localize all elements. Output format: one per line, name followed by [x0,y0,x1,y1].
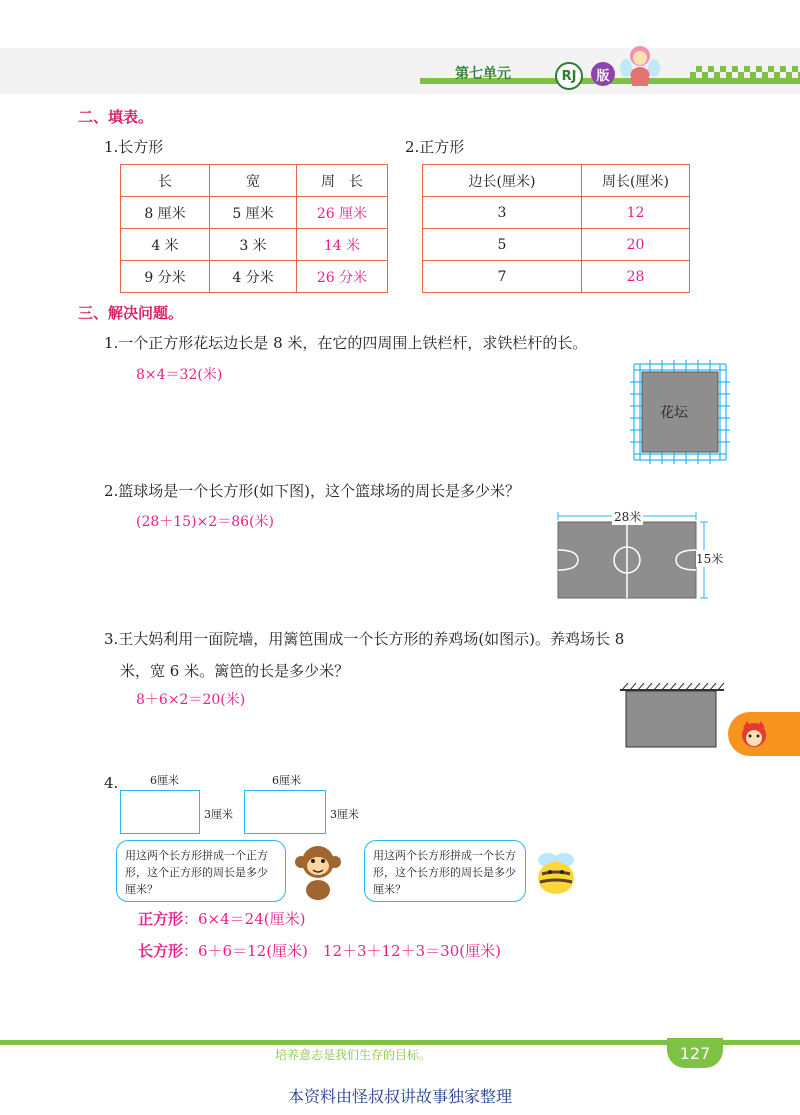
q2-label: 2.正方形 [405,138,465,156]
table-answer-cell: 26 分米 [297,261,388,293]
header-band [0,48,800,94]
problem3-question-line1: 3.王大妈利用一面院墙，用篱笆围成一个长方形的养鸡场(如图示)。养鸡场长 8 [104,630,625,648]
fox-icon [738,718,770,750]
table-cell: 3 [423,197,582,229]
edition-badge: 版 [591,62,615,86]
answer-square-text: ：6×4＝24(厘米) [183,910,306,928]
table-header-cell: 边长(厘米) [423,165,582,197]
answer-rect-text: ：6＋6＝12(厘米) 12＋3＋12＋3＝30(厘米) [183,942,501,960]
rectangle-table [120,164,388,293]
problem1-question: 1.一个正方形花坛边长是 8 米，在它的四周围上铁栏杆，求铁栏杆的长。 [104,334,588,352]
rectangle-two [244,790,326,834]
rect2-width-label: 3厘米 [330,808,359,821]
table-cell: 4 米 [121,229,210,261]
q1-label: 1.长方形 [104,138,164,156]
rj-badge: RJ [555,62,583,90]
answer-square-line [138,908,305,929]
page-number: 127 [667,1038,723,1068]
table-row [423,261,690,293]
fairy-icon [620,42,660,88]
table-row [423,229,690,261]
table-header-row [121,165,388,197]
answer-rect-line [138,940,501,961]
section3-title: 三、解决问题。 [78,304,184,322]
table-row [121,261,388,293]
rect2-length-label: 6厘米 [272,774,301,787]
table-cell: 3 米 [210,229,297,261]
table-header-row [423,165,690,197]
chicken-yard-figure [618,682,726,750]
table-row [423,197,690,229]
answer-square-label: 正方形 [138,910,184,928]
credit-text: 本资料由怪叔叔讲故事独家整理 [287,1087,512,1106]
table-header-cell: 长 [121,165,210,197]
table-header-cell: 周长(厘米) [582,165,690,197]
speech-bubble-square: 用这两个长方形拼成一个正方形，这个正方形的周长是多少厘米？ [116,840,286,902]
answer-rect-label: 长方形 [138,942,184,960]
flowerbed-label: 花坛 [660,405,688,421]
problem3-answer: 8＋6×2＝20(米) [136,692,246,708]
problem2-question: 2.篮球场是一个长方形(如下图)，这个篮球场的周长是多少米？ [104,482,521,500]
square-table [422,164,690,293]
table-cell: 5 厘米 [210,197,297,229]
unit-title: 第七单元 [455,66,511,82]
header-checker-pattern [690,66,800,84]
speech-bubble-rectangle: 用这两个长方形拼成一个长方形，这个长方形的周长是多少厘米？ [364,840,526,902]
table-cell: 4 分米 [210,261,297,293]
problem3-question-line2: 米，宽 6 米。篱笆的长是多少米？ [120,662,350,680]
table-row [121,197,388,229]
table-header-cell: 宽 [210,165,297,197]
table-cell: 7 [423,261,582,293]
table-answer-cell: 14 米 [297,229,388,261]
footer-motto: 培养意志是我们生存的目标。 [275,1048,432,1062]
problem2-answer: (28＋15)×2＝86(米) [136,514,274,530]
rect1-width-label: 3厘米 [204,808,233,821]
table-cell: 5 [423,229,582,261]
table-header-cell: 周 长 [297,165,388,197]
table-cell: 8 厘米 [121,197,210,229]
problem4-number: 4. [104,774,119,792]
court-length-label: 28米 [614,510,642,524]
table-row [121,229,388,261]
monkey-icon [292,840,344,902]
court-width-label: 15米 [696,552,724,566]
table-answer-cell: 26 厘米 [297,197,388,229]
problem1-answer: 8×4＝32(米) [136,367,223,383]
rectangle-one [120,790,200,834]
bee-icon [528,848,584,900]
rect1-length-label: 6厘米 [150,774,179,787]
table-answer-cell: 28 [582,261,690,293]
table-answer-cell: 20 [582,229,690,261]
table-cell: 9 分米 [121,261,210,293]
table-answer-cell: 12 [582,197,690,229]
section2-title: 二、填表。 [78,108,154,126]
